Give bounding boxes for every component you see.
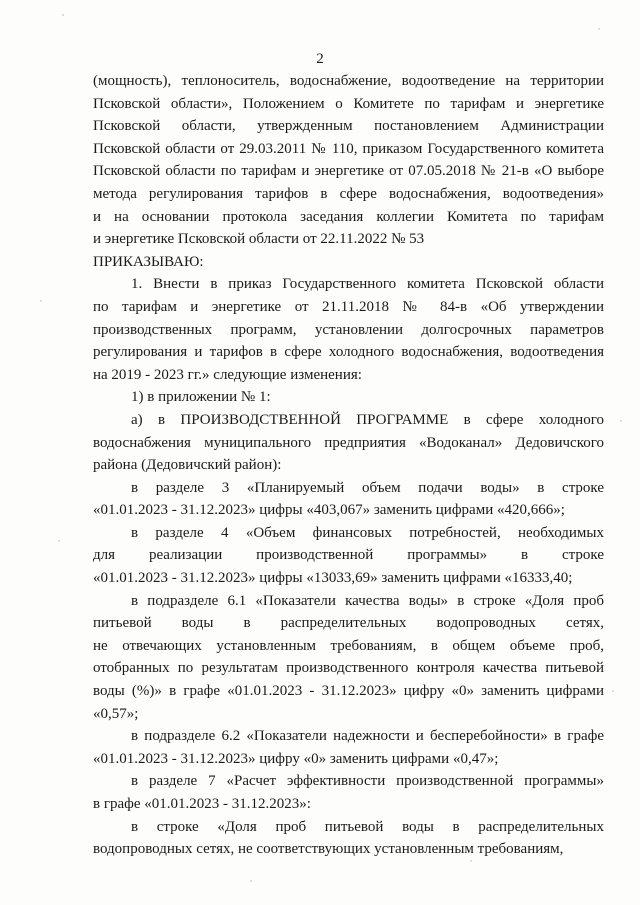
text-line: регулирования и тарифов в сфере холодного водоснабжения, водоотведения — [93, 344, 604, 361]
text-line: (мощность), теплоноситель, водоснабжение, водоотведение на территории — [93, 73, 604, 89]
text-line: в подразделе 6.1 «Показатели качества воды» в строке «Доля проб — [131, 592, 604, 609]
scan-speck — [40, 300, 42, 302]
scan-speck — [470, 860, 472, 862]
text-line: «01.01.2023 - 31.12.2023» цифры «403,067» заменить цифрами «420,666»; — [93, 502, 565, 519]
text-line: и энергетике Псковской области от 22.11.2022 № 53 — [93, 231, 425, 248]
text-line: на 2019 - 2023 гг.» следующие изменения: — [93, 366, 362, 383]
text-line: «01.01.2023 - 31.12.2023» цифры «13033,69» заменить цифрами «16333,40; — [93, 570, 573, 587]
scan-speck — [612, 690, 614, 692]
scan-speck — [620, 420, 622, 422]
text-line: Псковской области, утвержденным постановлением Администрации — [93, 118, 604, 135]
text-line: в подразделе 6.2 «Показатели надежности и бесперебойности» в графе — [131, 728, 604, 745]
text-line: 1) в приложении № 1: — [131, 389, 271, 406]
text-line: водопроводных сетях, не соответствующих установленным требованиям, — [93, 841, 564, 858]
text-line: в разделе 4 «Объем финансовых потребностей, необходимых — [131, 524, 604, 541]
text-line: для реализации производственной программы» в строке — [93, 547, 604, 564]
text-line: воды (%)» в графе «01.01.2023 - 31.12.2023» цифру «0» заменить цифрами — [93, 683, 604, 700]
text-line: в разделе 7 «Расчет эффективности производственной программы» — [131, 773, 604, 790]
text-line: в строке «Доля проб питьевой воды в распределительных — [131, 818, 604, 835]
text-line: а) в ПРОИЗВОДСТВЕННОЙ ПРОГРАММЕ в сфере холодного — [131, 411, 604, 428]
text-line: и на основании протокола заседания коллегии Комитета по тарифам — [93, 208, 604, 225]
text-line: метода регулирования тарифов в сфере водоснабжения, водоотведения» — [93, 185, 604, 202]
text-line: Псковской области», Положением о Комитете по тарифам и энергетике — [93, 95, 604, 112]
text-line: в разделе 3 «Планируемый объем подачи воды» в строке — [131, 479, 604, 496]
text-line: Псковской области от 29.03.2011 № 110, приказом Государственного комитета — [93, 140, 604, 157]
text-line: «0,57»; — [93, 705, 139, 722]
text-line: 1. Внести в приказ Государственного комитета Псковской области — [131, 276, 604, 293]
text-line: Псковской области по тарифам и энергетике от 07.05.2018 № 21-в «О выборе — [93, 163, 604, 180]
text-line: по тарифам и энергетике от 21.11.2018 № 84-в «Об утверждении — [93, 298, 604, 315]
scan-speck — [250, 880, 252, 882]
text-line: производственных программ, установлении долгосрочных параметров — [93, 321, 604, 338]
text-line: ПРИКАЗЫВАЮ: — [93, 253, 204, 270]
scan-speck — [598, 28, 600, 30]
text-line: района (Дедовичский район): — [93, 457, 282, 474]
text-line: питьевой воды в распределительных водопроводных сетях, — [93, 615, 604, 632]
scan-speck — [58, 540, 60, 542]
scan-speck — [62, 14, 64, 16]
text-line: в графе «01.01.2023 - 31.12.2023»: — [93, 796, 311, 812]
text-line: водоснабжения муниципального предприятия «Водоканал» Дедовичского — [93, 434, 604, 451]
text-line: «01.01.2023 - 31.12.2023» цифру «0» заменить цифрами «0,47»; — [93, 750, 499, 767]
page-number: 2 — [316, 51, 324, 67]
text-line: не отвечающих установленным требованиям, в общем объеме проб, — [93, 637, 604, 654]
document-body — [93, 70, 604, 861]
text-line: отобранных по результатам производственного контроля качества питьевой — [93, 660, 604, 677]
